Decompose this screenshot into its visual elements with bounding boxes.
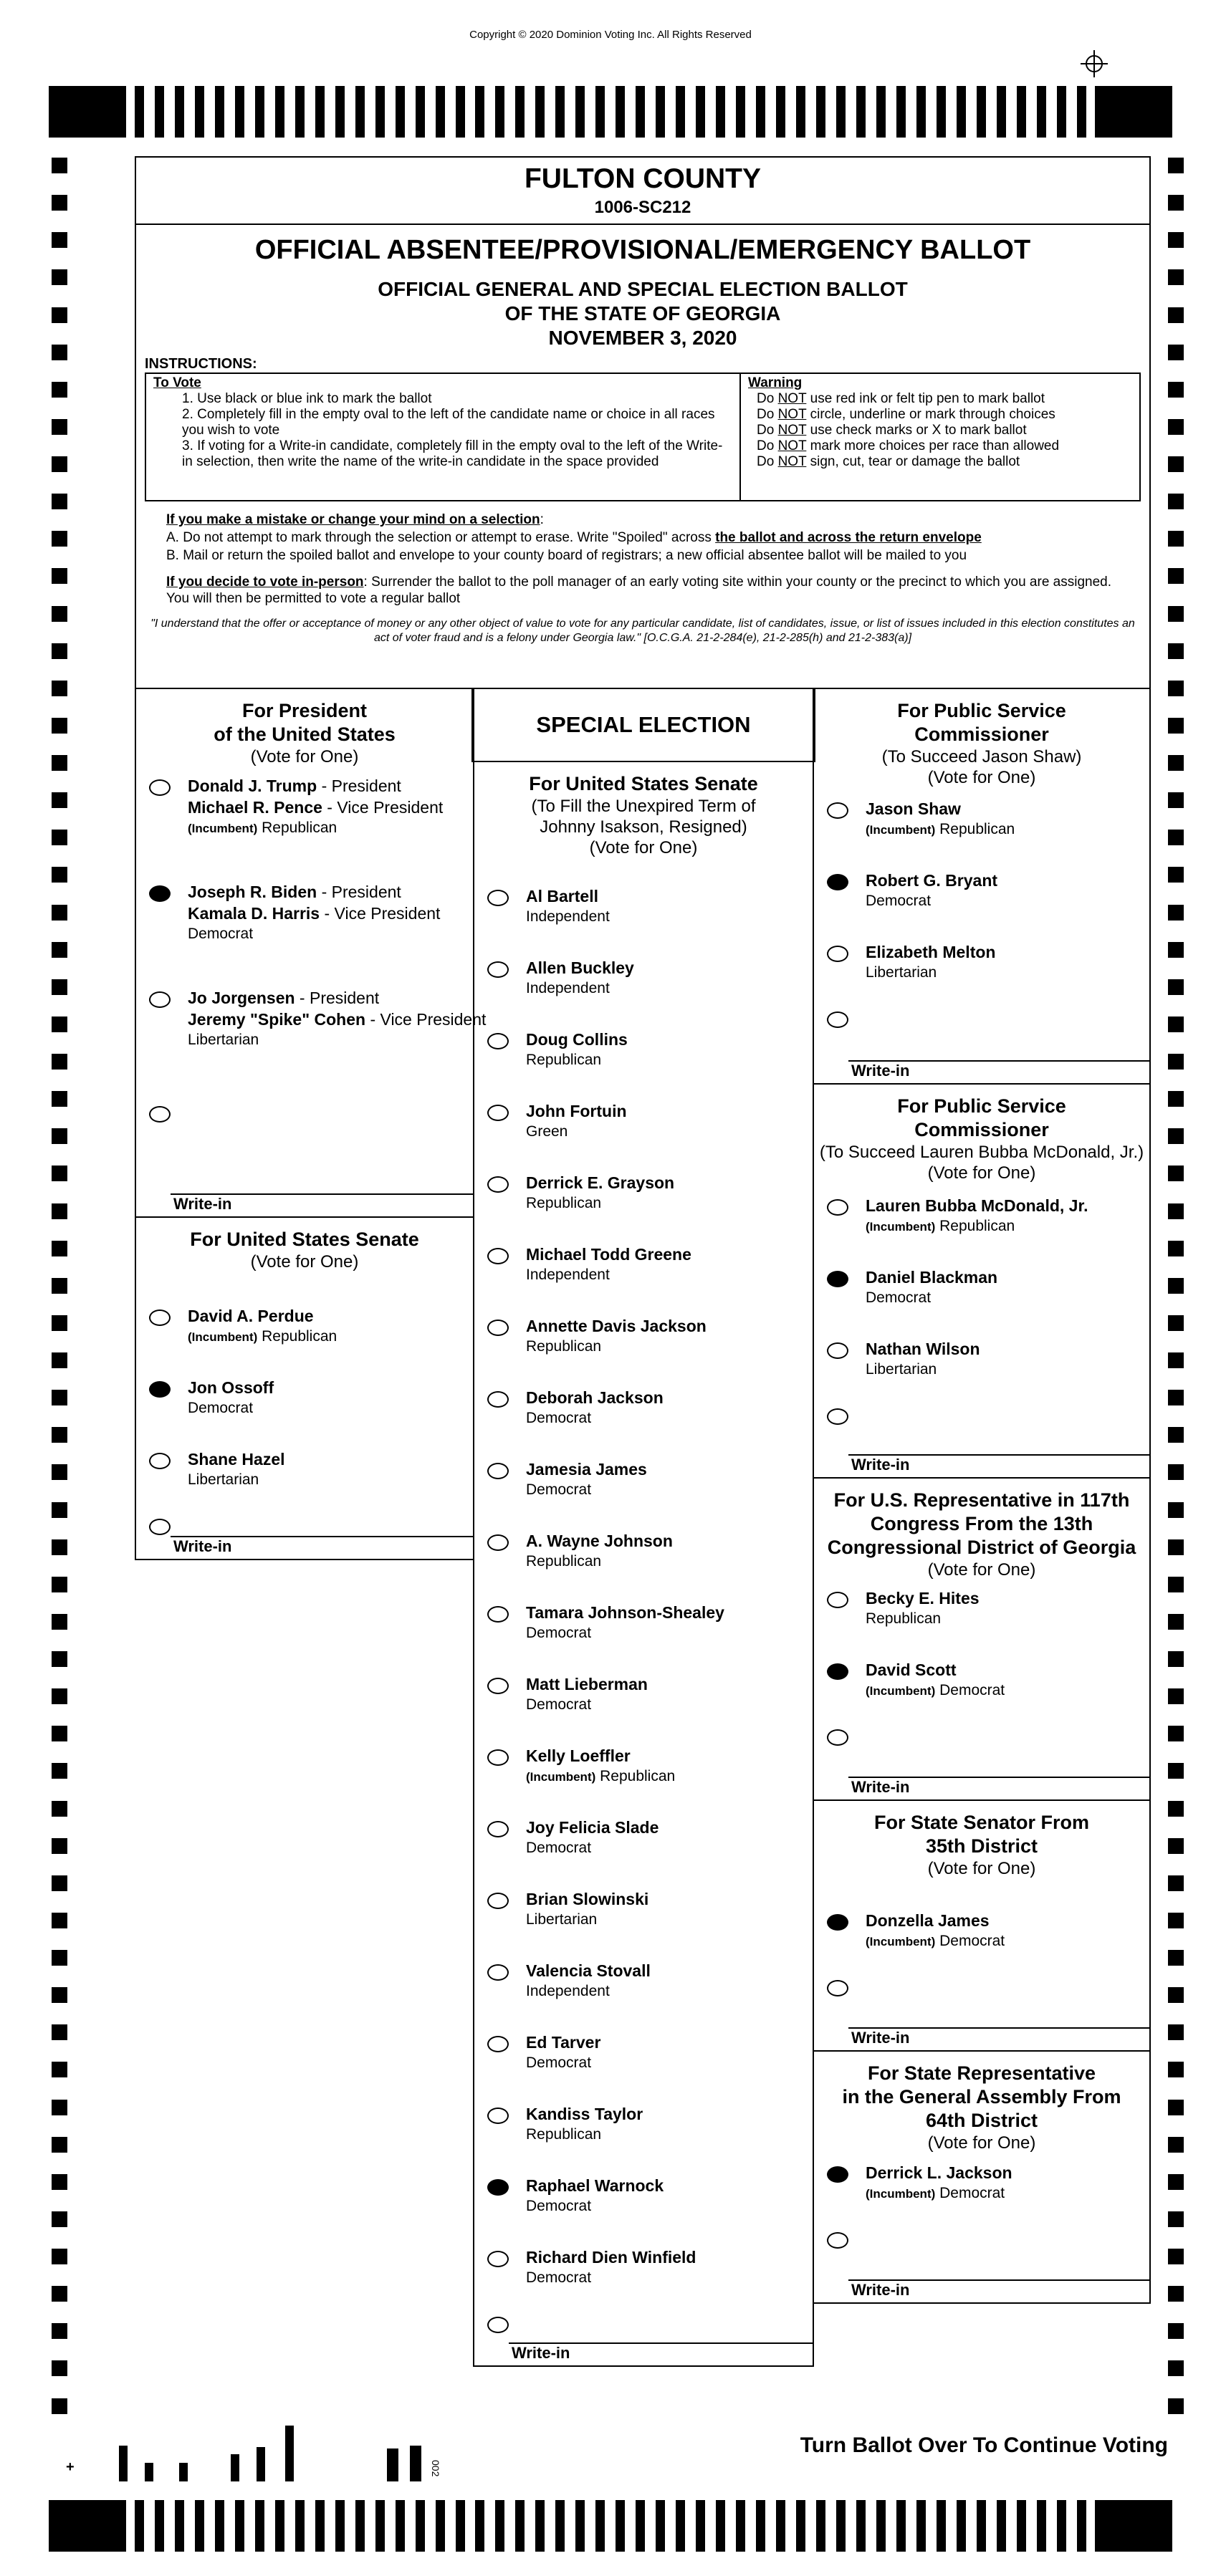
candidate-option[interactable] [474, 1600, 813, 1672]
candidate-party: (Incumbent) Republican [866, 1218, 1015, 1234]
empty-oval-icon[interactable] [149, 991, 171, 1008]
ballot-header [135, 156, 1151, 689]
race-vote-for: (To Succeed Lauren Bubba McDonald, Jr.) (Vote for One) [819, 1143, 1144, 1183]
candidate-name: Shane Hazel [188, 1450, 285, 1469]
candidate-party: Independent [526, 980, 610, 996]
candidate-party: Republican [526, 1338, 602, 1355]
race-title: For United States Senate [190, 1229, 419, 1250]
empty-oval-icon[interactable] [827, 1980, 848, 1996]
candidate-name: Al Bartell [526, 887, 598, 905]
candidate-party: Democrat [526, 2054, 592, 2071]
filled-oval-icon[interactable] [487, 2179, 509, 2196]
candidate-option[interactable] [814, 940, 1149, 1011]
filled-oval-icon[interactable] [827, 1914, 848, 1931]
candidate-option[interactable] [136, 774, 473, 845]
warning-item: Do NOT use check marks or X to mark ballot [757, 423, 1027, 438]
running-mate-name: Michael R. Pence - Vice President [188, 798, 444, 817]
candidate-party: Democrat [526, 1696, 592, 1713]
candidate-option[interactable] [814, 1586, 1149, 1658]
race-vote-for: (Vote for One) [927, 1560, 1036, 1580]
election-title: OFFICIAL GENERAL AND SPECIAL ELECTION BALLOT [378, 278, 908, 300]
race-vote-for: (Vote for One) [250, 1252, 359, 1272]
empty-oval-icon[interactable] [827, 1199, 848, 1216]
filled-oval-icon[interactable] [149, 1381, 171, 1398]
candidate-option[interactable] [474, 956, 813, 1027]
candidate-party: Democrat [526, 2269, 592, 2286]
to-vote-instructions [146, 374, 741, 500]
column-3 [813, 689, 1151, 2304]
empty-oval-icon[interactable] [827, 2232, 848, 2249]
running-mate-name: Kamala D. Harris - Vice President [188, 904, 441, 923]
empty-oval-icon[interactable] [487, 1893, 509, 1909]
candidate-option[interactable] [814, 868, 1149, 940]
candidate-party: Libertarian [866, 1361, 937, 1378]
copyright-notice: Copyright © 2020 Dominion Voting Inc. All Rights Reserved [469, 29, 752, 41]
race-title: For U.S. Representative in 117th Congress From the 13th Congressional District of Georgia [827, 1489, 1136, 1558]
in-person-heading: If you decide to vote in-person [166, 575, 364, 590]
empty-oval-icon[interactable] [487, 1033, 509, 1049]
candidate-party: Libertarian [866, 964, 937, 981]
empty-oval-icon[interactable] [827, 802, 848, 819]
candidate-name: Donald J. Trump - President [188, 777, 401, 795]
candidate-name: A. Wayne Johnson [526, 1532, 673, 1550]
candidate-party: (Incumbent) Republican [866, 821, 1015, 837]
write-in-label: Write-in [851, 1456, 910, 1474]
empty-oval-icon[interactable] [487, 1964, 509, 1981]
candidate-option[interactable] [136, 1304, 473, 1375]
race-vote-for: (Vote for One) [927, 2133, 1036, 2153]
empty-oval-icon[interactable] [149, 1106, 171, 1123]
candidate-option[interactable] [474, 1171, 813, 1242]
timing-marks-left [52, 158, 67, 2414]
empty-oval-icon[interactable] [149, 1453, 171, 1469]
write-in-label: Write-in [512, 2344, 570, 2362]
timing-bar-bottom [49, 2500, 1172, 2552]
candidate-party: Republican [866, 1610, 942, 1627]
empty-oval-icon[interactable] [827, 946, 848, 962]
column-1 [135, 689, 487, 1560]
candidate-option[interactable] [474, 1744, 813, 1815]
empty-oval-icon[interactable] [827, 1592, 848, 1608]
mistake-step-a-emphasis: the ballot and across the return envelope [715, 530, 982, 545]
candidate-name: Allen Buckley [526, 958, 634, 977]
candidate-option[interactable] [814, 2161, 1149, 2232]
candidate-party: Independent [526, 1267, 610, 1283]
candidate-name: John Fortuin [526, 1102, 627, 1120]
candidate-option[interactable] [474, 1457, 813, 1529]
candidate-party: Independent [526, 1983, 610, 1999]
race-header [814, 2052, 1149, 2153]
candidate-name: Jason Shaw [866, 799, 961, 818]
candidate-party: Democrat [526, 1840, 592, 1856]
race-header [814, 1479, 1149, 1580]
race-vote-for: (To Succeed Jason Shaw) (Vote for One) [881, 747, 1082, 787]
race-psc-shaw [813, 689, 1151, 1085]
race-header [136, 1218, 473, 1272]
candidate-name: Nathan Wilson [866, 1340, 980, 1358]
candidate-option[interactable] [474, 1672, 813, 1744]
write-in-label: Write-in [851, 2029, 910, 2047]
empty-oval-icon[interactable] [827, 1729, 848, 1746]
race-title: For Public Service Commissioner [897, 700, 1066, 745]
candidate-name: Jo Jorgensen - President [188, 989, 380, 1007]
candidate-name: David Scott [866, 1661, 957, 1679]
candidate-name: Jon Ossoff [188, 1378, 274, 1397]
candidate-name: Richard Dien Winfield [526, 2248, 696, 2267]
instructions-label: INSTRUCTIONS: [145, 356, 257, 372]
county-header [136, 158, 1149, 225]
warning-item: Do NOT sign, cut, tear or damage the ballot [757, 454, 1020, 469]
candidate-option[interactable] [814, 1193, 1149, 1265]
candidate-party: (Incumbent) Democrat [866, 1933, 1005, 1949]
candidate-option[interactable] [474, 1529, 813, 1600]
candidate-name: Derrick L. Jackson [866, 2163, 1012, 2182]
to-vote-step: 2. Completely fill in the empty oval to the left of the candidate name or choice in all races you wish to vote [182, 407, 715, 438]
candidate-party: Green [526, 1123, 568, 1140]
candidate-option[interactable] [474, 2173, 813, 2245]
empty-oval-icon[interactable] [487, 1176, 509, 1193]
race-header [136, 689, 473, 767]
candidate-option[interactable] [474, 884, 813, 956]
candidate-option[interactable] [814, 1908, 1149, 1980]
empty-oval-icon[interactable] [487, 2317, 509, 2333]
candidate-option[interactable] [474, 1815, 813, 1887]
empty-oval-icon[interactable] [487, 1534, 509, 1551]
mistake-step-b: B. Mail or return the spoiled ballot and envelope to your county board of registrars; a new official absentee ballot will be mailed to you [166, 548, 967, 563]
candidate-option[interactable] [136, 1375, 473, 1447]
empty-oval-icon[interactable] [487, 961, 509, 978]
candidate-name: Joy Felicia Slade [526, 1818, 659, 1837]
running-mate-name: Jeremy "Spike" Cohen - Vice President [188, 1010, 487, 1029]
county-name: FULTON COUNTY [524, 163, 762, 194]
filled-oval-icon[interactable] [827, 874, 848, 890]
candidate-party: Republican [526, 1195, 602, 1211]
candidate-name: Becky E. Hites [866, 1589, 980, 1607]
race-us-senate [135, 1218, 474, 1560]
mistake-step-a: A. Do not attempt to mark through the selection or attempt to erase. Write "Spoiled" across [166, 530, 716, 545]
candidate-name: Tamara Johnson-Shealey [526, 1603, 724, 1622]
candidate-name: Kandiss Taylor [526, 2105, 643, 2123]
candidate-party: Libertarian [526, 1911, 598, 1928]
race-us-representative [813, 1479, 1151, 1801]
candidate-option[interactable] [136, 986, 487, 1057]
empty-oval-icon[interactable] [487, 1248, 509, 1264]
empty-oval-icon[interactable] [487, 1606, 509, 1623]
candidate-party: Democrat [866, 893, 932, 909]
empty-oval-icon[interactable] [149, 1519, 171, 1535]
race-header [814, 689, 1149, 788]
warning-instructions [741, 374, 1139, 500]
candidate-name: Kelly Loeffler [526, 1746, 631, 1765]
candidate-party: Democrat [526, 1625, 592, 1641]
candidate-option[interactable] [474, 1099, 813, 1171]
candidate-name: Joseph R. Biden - President [188, 883, 401, 901]
filled-oval-icon[interactable] [827, 1271, 848, 1287]
to-vote-step: 1. Use black or blue ink to mark the ballot [182, 391, 432, 406]
race-state-senate [813, 1801, 1151, 2052]
candidate-option[interactable] [474, 2030, 813, 2102]
candidate-option[interactable] [474, 2245, 813, 2317]
candidate-name: Michael Todd Greene [526, 1245, 691, 1264]
candidate-option[interactable] [474, 1242, 813, 1314]
candidate-option[interactable] [474, 2102, 813, 2173]
race-vote-for: (Vote for One) [927, 1859, 1036, 1878]
candidate-name: Raphael Warnock [526, 2176, 664, 2195]
timing-marks-right [1168, 158, 1184, 2414]
turn-over-notice: Turn Ballot Over To Continue Voting [800, 2433, 1168, 2457]
empty-oval-icon[interactable] [487, 1821, 509, 1837]
to-vote-heading: To Vote [153, 375, 201, 390]
candidate-option[interactable] [474, 1959, 813, 2030]
empty-oval-icon[interactable] [487, 1391, 509, 1408]
empty-oval-icon[interactable] [149, 779, 171, 796]
race-title: For Public Service Commissioner [897, 1095, 1066, 1140]
ballot-side-code: 002 [430, 2460, 441, 2477]
candidate-party: Democrat [188, 1400, 254, 1416]
race-president [135, 689, 487, 1218]
mistake-heading: If you make a mistake or change your mind on a selection [166, 512, 540, 527]
candidate-name: Derrick E. Grayson [526, 1173, 675, 1192]
candidate-party: (Incumbent) Republican [188, 1328, 337, 1345]
candidate-name: Lauren Bubba McDonald, Jr. [866, 1196, 1088, 1215]
warning-heading: Warning [748, 375, 803, 390]
candidate-party: Republican [526, 1553, 602, 1570]
race-psc-mcdonald [813, 1085, 1151, 1479]
empty-oval-icon[interactable] [827, 1342, 848, 1359]
candidate-name: Deborah Jackson [526, 1388, 664, 1407]
write-in-label: Write-in [851, 2281, 910, 2299]
candidate-name: Daniel Blackman [866, 1268, 998, 1287]
candidate-party: Democrat [526, 2198, 592, 2214]
race-header [814, 1085, 1149, 1183]
race-header [814, 1801, 1149, 1879]
warning-item: Do NOT use red ink or felt tip pen to mark ballot [757, 391, 1045, 406]
candidate-option[interactable] [136, 880, 473, 951]
candidate-party: (Incumbent) Democrat [866, 1682, 1005, 1698]
candidate-name: Robert G. Bryant [866, 871, 998, 890]
race-title: For State Representative in the General Assembly From 64th District [842, 2062, 1121, 2131]
in-person-text: Surrender the ballot to the poll manager of an early voting site within your county or the precinct to which you are assigned. You will then be permitted to vote a regular ballot [166, 575, 1112, 606]
empty-oval-icon[interactable] [487, 1678, 509, 1694]
filled-oval-icon[interactable] [149, 885, 171, 902]
candidate-option[interactable] [474, 1314, 813, 1385]
candidate-option[interactable] [814, 1658, 1149, 1729]
candidate-party: Libertarian [188, 1471, 259, 1488]
empty-oval-icon[interactable] [487, 1320, 509, 1336]
candidate-party: Democrat [188, 926, 254, 942]
candidate-party: Independent [526, 908, 610, 925]
warning-item: Do NOT circle, underline or mark through choices [757, 407, 1055, 422]
candidate-party: Libertarian [188, 1032, 259, 1048]
candidate-party: Republican [526, 2126, 602, 2143]
candidate-party: (Incumbent) Republican [526, 1768, 676, 1784]
ballot-title: OFFICIAL ABSENTEE/PROVISIONAL/EMERGENCY BALLOT [254, 235, 1031, 265]
write-in-label: Write-in [851, 1062, 910, 1080]
candidate-option[interactable] [474, 1027, 813, 1099]
empty-oval-icon[interactable] [487, 890, 509, 906]
candidate-party: Republican [526, 1052, 602, 1068]
race-us-senate-special [473, 762, 814, 2367]
empty-oval-icon[interactable] [149, 1309, 171, 1326]
ballot-style-code: 1006-SC212 [594, 198, 691, 217]
race-header [474, 762, 813, 858]
empty-oval-icon[interactable] [487, 2036, 509, 2052]
candidate-name: Annette Davis Jackson [526, 1317, 707, 1335]
registration-crosshair-icon [1079, 49, 1109, 79]
candidate-name: David A. Perdue [188, 1307, 314, 1325]
warning-item: Do NOT mark more choices per race than allowed [757, 438, 1060, 453]
empty-oval-icon[interactable] [827, 1011, 848, 1028]
race-state-representative [813, 2052, 1151, 2304]
timing-bar-top [49, 86, 1172, 138]
election-date: NOVEMBER 3, 2020 [548, 327, 737, 349]
candidate-option[interactable] [814, 1337, 1149, 1408]
candidate-name: Doug Collins [526, 1030, 628, 1049]
empty-oval-icon[interactable] [487, 1105, 509, 1121]
instructions-box [145, 373, 1141, 501]
ballot-id-barcode: + 002 [64, 2424, 466, 2481]
candidate-name: Valencia Stovall [526, 1961, 651, 1980]
candidate-party: (Incumbent) Democrat [866, 2185, 1005, 2201]
candidate-option[interactable] [136, 1447, 473, 1519]
candidate-party: Democrat [526, 1410, 592, 1426]
special-election-label: SPECIAL ELECTION [471, 689, 815, 762]
empty-oval-icon[interactable] [487, 1463, 509, 1479]
write-in-label: Write-in [173, 1195, 232, 1213]
candidate-name: Ed Tarver [526, 2033, 601, 2052]
candidate-party: Democrat [526, 1481, 592, 1498]
voter-fraud-statement: "I understand that the offer or acceptance of money or any other object of value to vote for any particular candidate, list of candidates, issue, or list of issues included in this election constitutes an act of voter fraud and is a felony under Georgia law." [O.C.G.A. 21-2-284(e), 21-2-285(h) and 21-2-383(a)] [150, 617, 1135, 644]
race-title: For State Senator From 35th District [873, 1812, 1090, 1857]
write-in-label: Write-in [851, 1778, 910, 1796]
candidate-name: Donzella James [866, 1911, 990, 1930]
race-title: For President of the United States [214, 700, 396, 745]
candidate-option[interactable] [474, 1385, 813, 1457]
race-vote-for: (To Fill the Unexpired Term of Johnny Isakson, Resigned) (Vote for One) [531, 797, 756, 857]
candidate-option[interactable] [474, 1887, 813, 1959]
write-in-label: Write-in [173, 1537, 232, 1555]
mistake-instructions: If you make a mistake or change your mind on a selection: A. Do not attempt to mark through the selection or attempt to erase. Write "Spoiled" across the ballot and across the return envelope B. Mail or return the spoiled ballot and envelope to your county board of registrars; a new official absentee ballot will be mailed to you If you decide to vote in-person: Surrender the ballot to the poll manager of an early voting site within your county or the precinct to which you are assigned. You will then be permitted to vote a regular ballot [166, 511, 1129, 607]
candidate-name: Brian Slowinski [526, 1890, 649, 1908]
filled-oval-icon[interactable] [827, 2166, 848, 2183]
election-state: OF THE STATE OF GEORGIA [504, 302, 781, 325]
empty-oval-icon[interactable] [827, 1408, 848, 1425]
filled-oval-icon[interactable] [827, 1663, 848, 1680]
candidate-option[interactable] [814, 797, 1149, 868]
empty-oval-icon[interactable] [487, 2251, 509, 2267]
candidate-party: (Incumbent) Republican [188, 820, 337, 836]
race-title: For United States Senate [529, 773, 758, 794]
candidate-name: Jamesia James [526, 1460, 647, 1479]
candidate-party: Democrat [866, 1289, 932, 1306]
empty-oval-icon[interactable] [487, 1749, 509, 1766]
candidate-name: Elizabeth Melton [866, 943, 996, 961]
column-2 [473, 689, 814, 2367]
candidate-option[interactable] [814, 1265, 1149, 1337]
to-vote-step: 3. If voting for a Write-in candidate, completely fill in the empty oval to the left of the Write-in selection, then write the name of the write-in candidate in the space provided [182, 438, 723, 469]
race-vote-for: (Vote for One) [250, 747, 359, 766]
candidate-name: Matt Lieberman [526, 1675, 648, 1693]
empty-oval-icon[interactable] [487, 2108, 509, 2124]
